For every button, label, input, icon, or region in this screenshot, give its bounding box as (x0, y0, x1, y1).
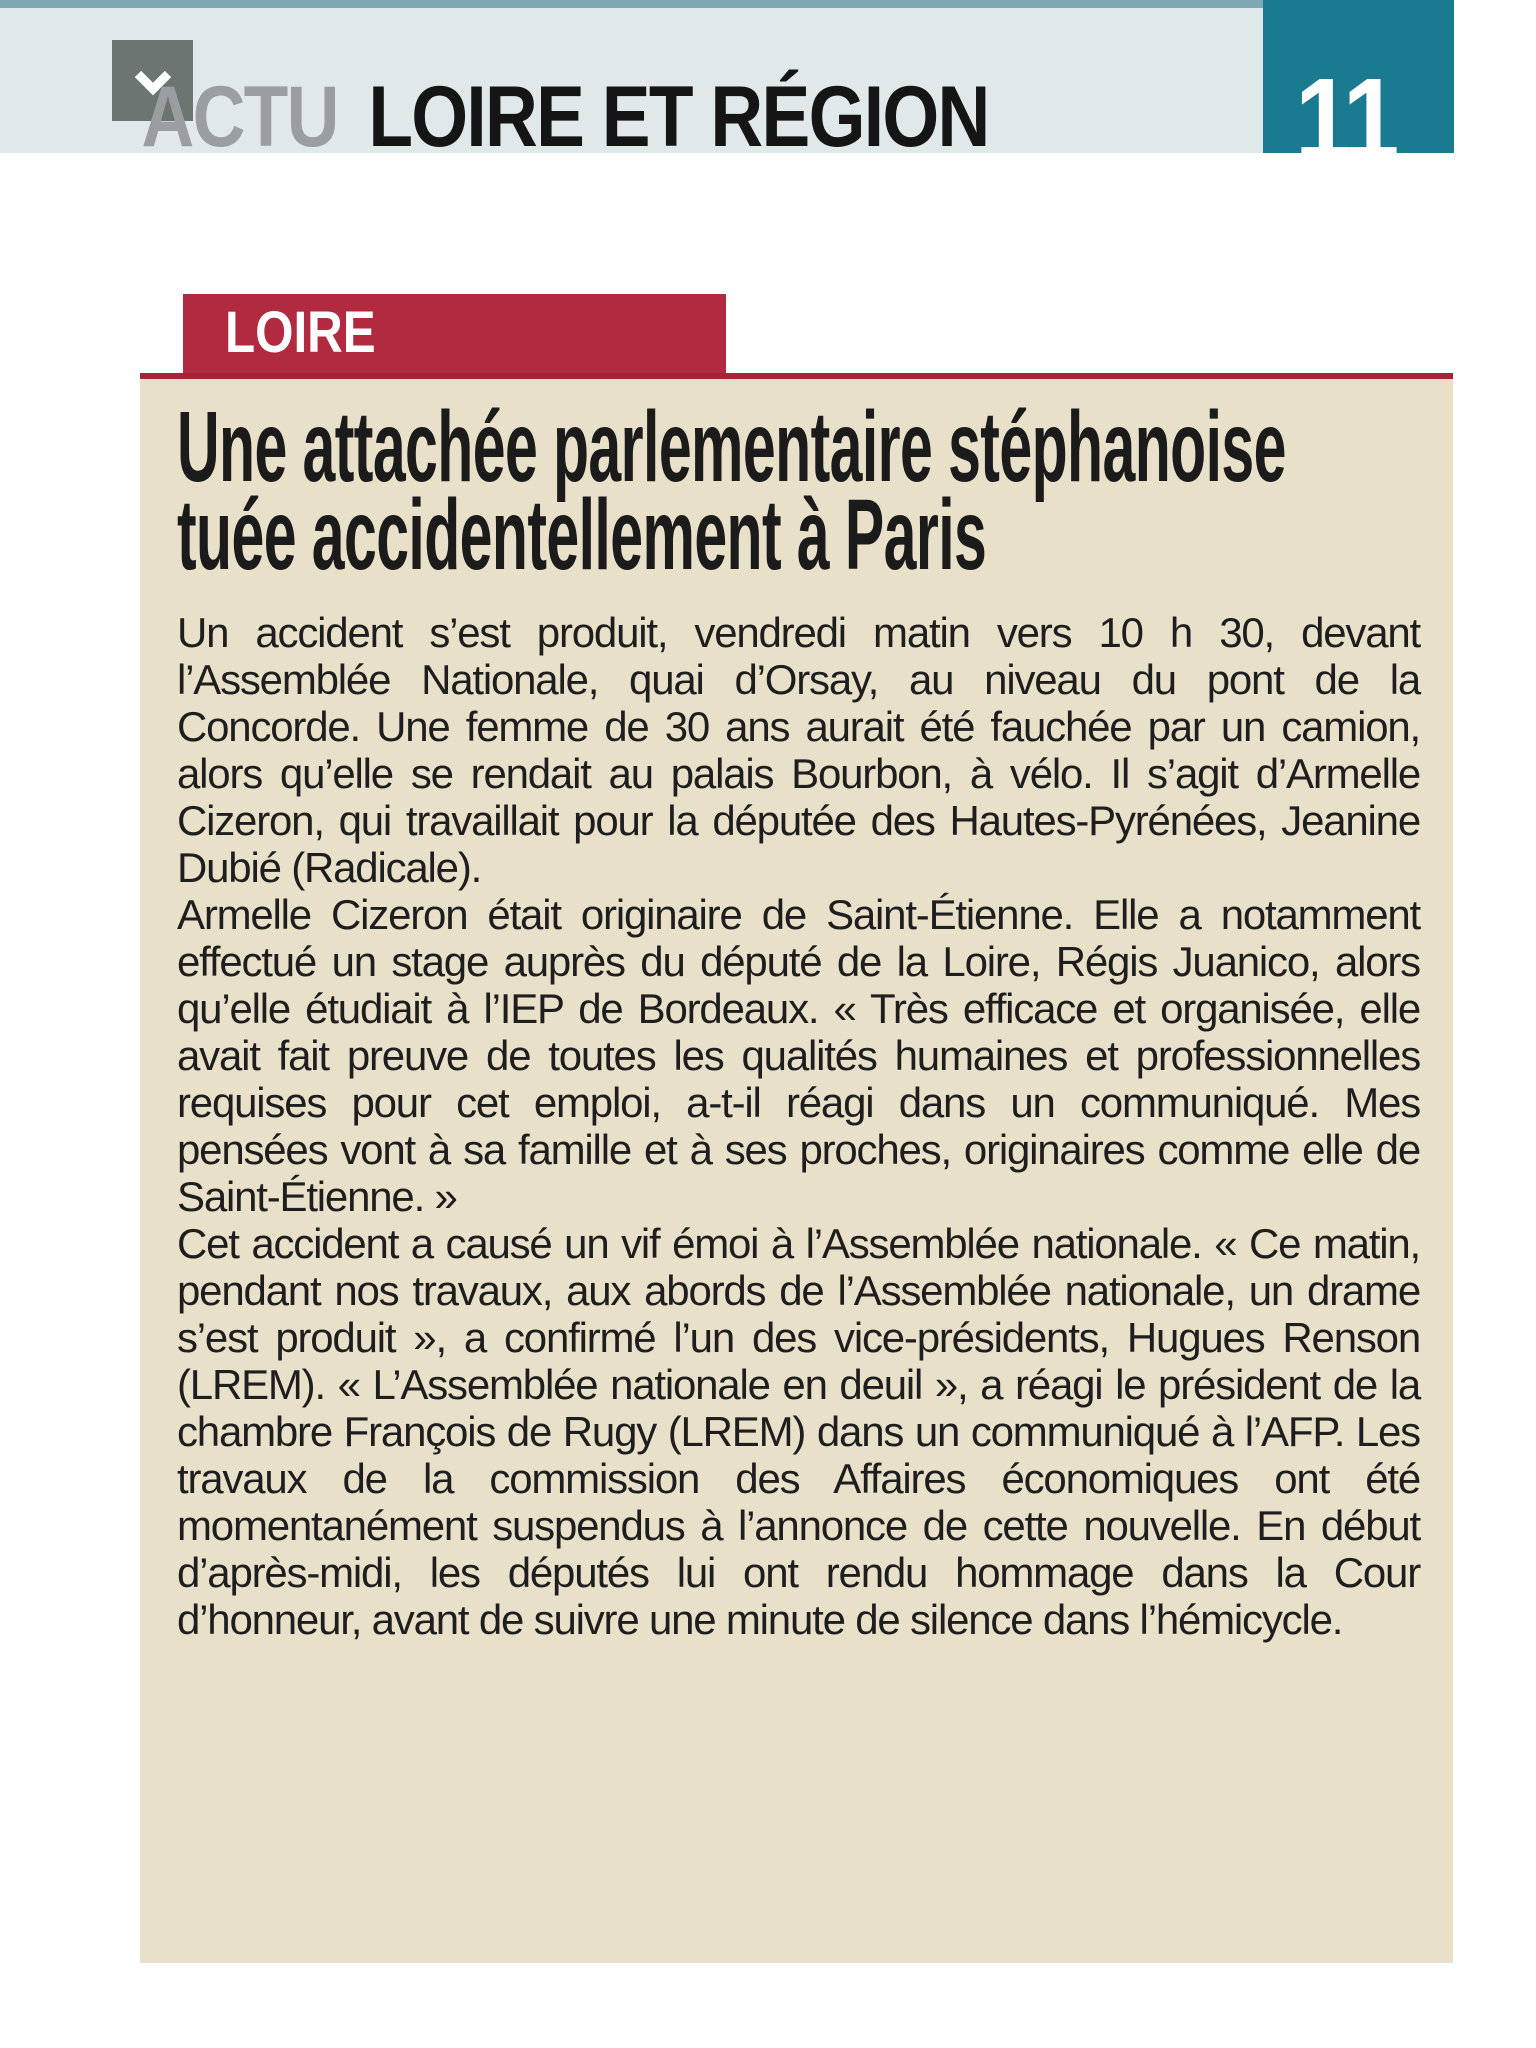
article-paragraph: Un accident s’est produit, vendredi matin vers 10 h 30, devant l’Assemblée Nationale, quai d’Orsay, au niveau du pont de la Concorde. Une femme de 30 ans aurait été fauchée par un camion, alors qu’elle se rendait au palais Bourbon, à vélo. Il s’agit d’Armelle Cizeron, qui travaillait pour la députée des Hautes-Pyrénées, Jeanine Dubié (Radicale). (177, 609, 1420, 891)
page-number-badge (1263, 0, 1454, 184)
headline-line: Une attachée parlementaire stéphanoise (177, 391, 1286, 503)
article-headline (177, 391, 1422, 591)
page-number: 11 (1295, 54, 1396, 184)
edition-label: LOIRE ET RÉGION (368, 69, 990, 166)
article-body (177, 609, 1420, 1643)
article-paragraph: Armelle Cizeron était originaire de Saint-Étienne. Elle a notamment effectué un stage auprès du député de la Loire, Régis Juanico, alors qu’elle étudiait à l’IEP de Bordeaux. « Très efficace et organisée, elle avait fait preuve de toutes les qualités humaines et professionnelles requises pour cet emploi, a-t-il réagi dans un communiqué. Mes pensées vont à sa famille et à ses proches, originaires comme elle de Saint-Étienne. » (177, 891, 1420, 1220)
kicker-label: LOIRE (225, 299, 376, 365)
article-panel (140, 379, 1453, 1963)
article-paragraph: Cet accident a causé un vif émoi à l’Assemblée nationale. « Ce matin, pendant nos travaux, aux abords de l’Assemblée nationale, un drame s’est produit », a confirmé l’un des vice-présidents, Hugues Renson (LREM). « L’Assemblée nationale en deuil », a réagi le président de la chambre François de Rugy (LREM) dans un communiqué à l’AFP. Les travaux de la commission des Affaires économiques ont été momentanément suspendus à l’annonce de cette nouvelle. En début d’après-midi, les députés lui ont rendu hommage dans la Cour d’honneur, avant de suivre une minute de silence dans l’hémicycle. (177, 1220, 1420, 1643)
kicker-box (183, 294, 726, 373)
header-title (141, 0, 990, 166)
section-label: ACTU (141, 69, 339, 166)
page-header (0, 0, 1263, 166)
headline-line: tuée accidentellement à Paris (177, 479, 987, 591)
